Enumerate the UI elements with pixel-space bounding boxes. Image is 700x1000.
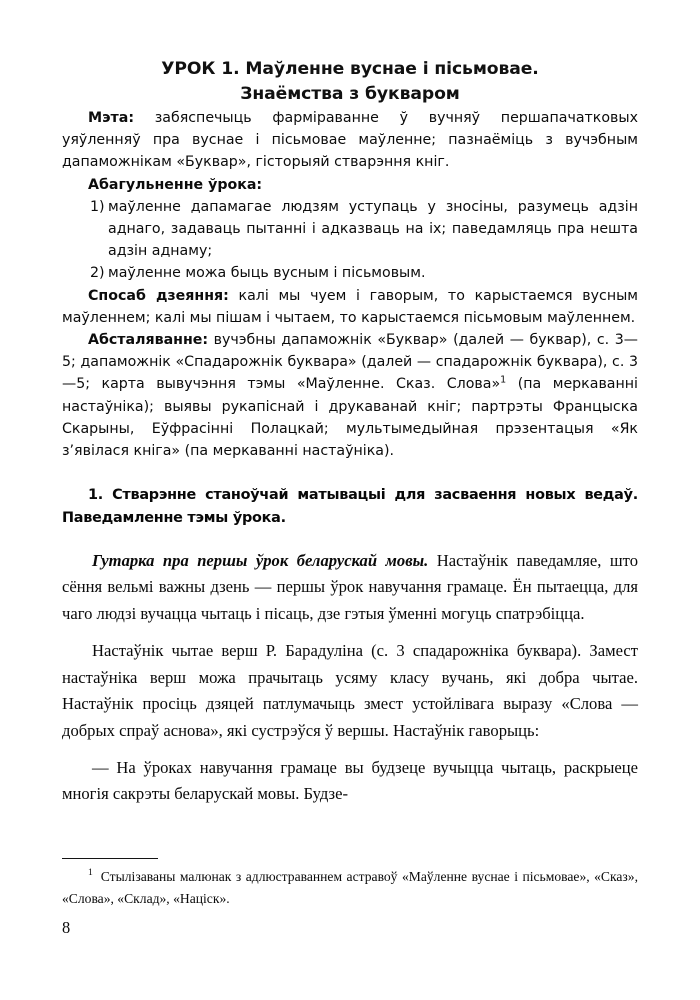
method-text: калі мы чуем і гаворым, то карыстаемся вусным маўленнем; калі мы пішам і чытаем, то карыстаемся пісьмовым маўленнем. [62, 287, 638, 326]
equipment-paragraph [62, 329, 638, 462]
list-item-text: маўленне можа быць вусным і пісьмовым. [108, 265, 426, 282]
page-number: 8 [62, 918, 71, 937]
narrative-paragraph-text: — На ўроках навучання грамаце вы будзеце вучыцца чытаць, раскрыеце многія сакрэты беларускай мовы. Будзе- [62, 757, 638, 804]
summary-list [62, 196, 638, 285]
narrative-paragraph [62, 529, 638, 627]
narrative-lead-in: Гутарка пра першы ўрок беларускай мовы. [92, 551, 429, 571]
equipment-label: Абсталяванне: [88, 332, 209, 349]
list-item [62, 262, 638, 284]
lesson-meta-block [62, 107, 638, 462]
narrative-block [62, 529, 638, 808]
footnote-reference-marker: 1 [500, 374, 507, 386]
goal-label: Мэта: [88, 110, 134, 126]
footnote-text: Стылізаваны малюнак з адлюстраваннем астравоў «Маўленне вуснае і пісьмовае», «Сказ», «Слова», «Склад», «Націск». [62, 869, 638, 906]
footnote-area [62, 858, 638, 909]
list-item-text: маўленне дапамагае людзям уступаць у зносіны, разумець адзін аднаго, задаваць пытанні і адказваць на іх; паведамляць пра нешта адзін аднаму; [108, 198, 638, 260]
equipment-text-before-footnote: вучэбны дапаможнік «Буквар» (далей — буквар), с. 3—5; дапаможнік «Спадарожнік буквара» (далей — спадарожнік буквара), с. 3—5; карта вывучэння тэмы «Маўленне. Сказ. Слова» [62, 332, 638, 393]
summary-label: Абагульненне ўрока: [88, 176, 263, 193]
list-item-marker: 2) [90, 265, 105, 282]
footnote-text-block [62, 866, 638, 909]
page-title-line-1: УРОК 1. Маўленне вуснае і пісьмовае. [161, 59, 539, 79]
narrative-paragraph [62, 744, 638, 808]
method-label: Спосаб дзеяння: [88, 287, 229, 304]
footnote-separator-rule [62, 858, 158, 859]
equipment-text-after-footnote: (па меркаванні настаўніка); выявы рукапіснай і друкаванай кніг; партрэты Францыска Скарыны, Еўфрасінні Полацкай; мультымедыйная прэзентацыя «Як з’явілася кніга» (па меркаванні настаўніка). [62, 376, 638, 460]
footnote-marker: 1 [88, 867, 93, 879]
page-title [62, 0, 638, 107]
section-heading: 1. Стварэнне станоўчай матывацыі для засваення новых ведаў. Паведамленне тэмы ўрока. [62, 487, 638, 526]
narrative-paragraph [62, 627, 638, 744]
list-item-marker: 1) [90, 198, 105, 215]
method-paragraph [62, 285, 638, 329]
page-title-line-2: Знаёмства з букваром [240, 84, 460, 104]
goal-text: забяспечыць фарміраванне ў вучняў першапачатковых уяўленняў пра вуснае і пісьмовае маўленне; пазнаёміць з вучэбным дапаможнікам «Буквар», гісторыяй стварэння кніг. [62, 110, 638, 171]
narrative-paragraph-text: Настаўнік паведамляе, што сёння вельмі важны дзень — першы ўрок навучання грамаце. Ён пытаецца, для чаго людзі вучацца чытаць і пісаць, дзе гэтыя ўменні могуць спатрэбіцца. [62, 551, 638, 623]
list-item [62, 196, 638, 263]
page-content [62, 0, 638, 808]
goal-paragraph [62, 107, 638, 174]
narrative-paragraph-text: Настаўнік чытае верш Р. Барадуліна (с. 3 спадарожніка буквара). Замест настаўніка верш можа прачытаць усяму класу вучань, які добра чытае. Настаўнік просіць дзяцей патлумачыць змест устойлівага выразу «Слова — добрых спраў аснова», які сустрэўся ў вершы. Настаўнік гаворыць: [62, 641, 638, 740]
summary-label-paragraph [62, 174, 638, 196]
